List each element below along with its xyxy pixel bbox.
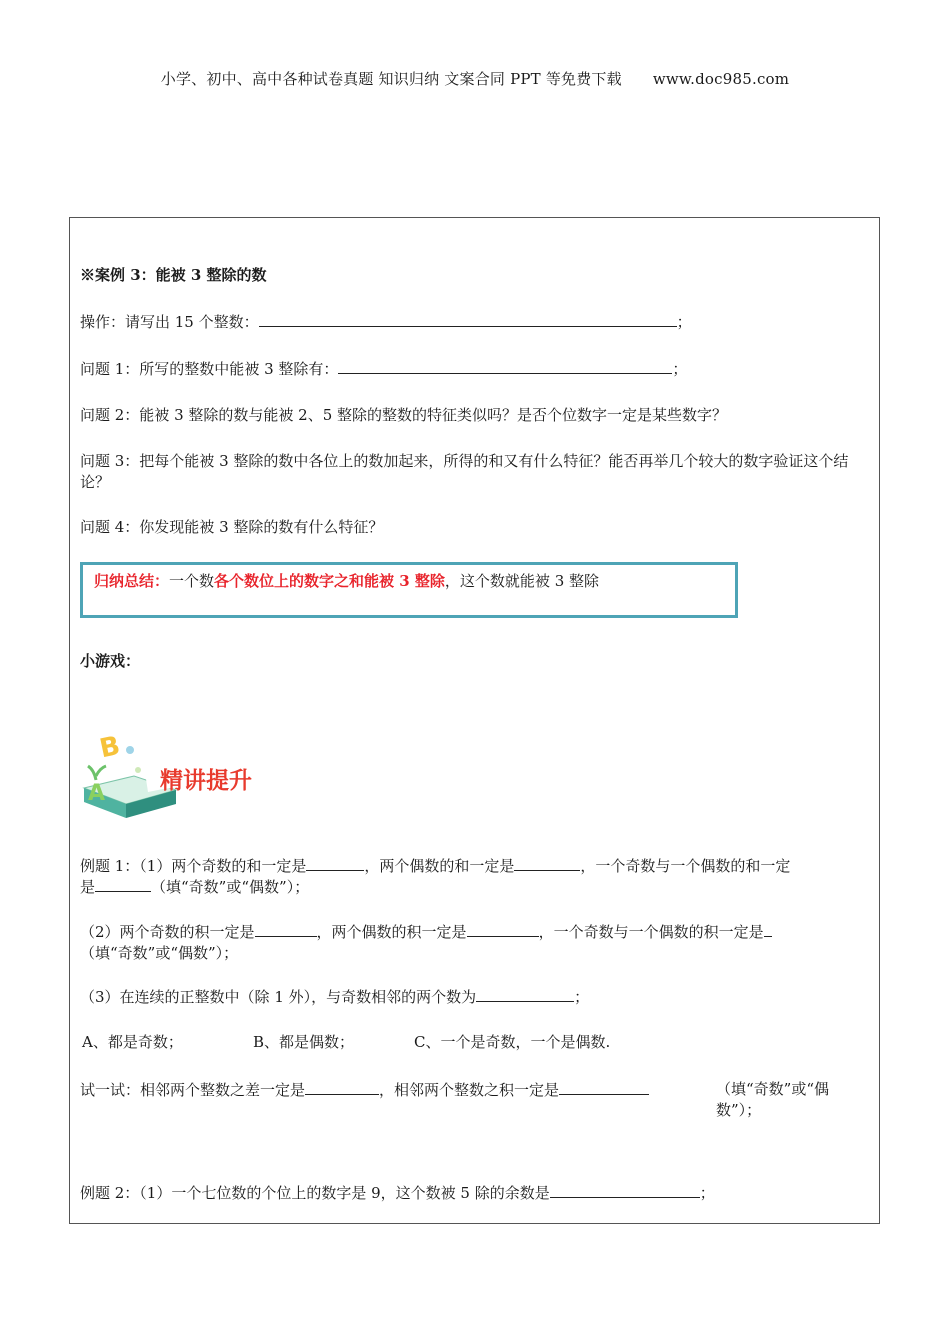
ex1-p1-a: 例题 1：（1）两个奇数的和一定是	[80, 857, 307, 875]
ex1-p2-c: ，一个奇数与一个偶数的积一定是	[538, 923, 764, 941]
ex1-p3-line	[80, 986, 589, 1007]
ex1-p3-b: ；	[574, 988, 590, 1006]
q1-blank[interactable]	[338, 359, 672, 374]
letter-b: B	[97, 730, 123, 765]
try-c: （填“奇数”或“偶数”）；	[716, 1080, 830, 1119]
q1-label: 问题 1：所写的整数中能被 3 整除有：	[80, 360, 339, 378]
ex2-line	[80, 1182, 715, 1203]
header-site[interactable]: www.doc985.com	[652, 70, 790, 88]
ex1-p1-b: ，两个偶数的和一定是	[364, 857, 515, 875]
ex1-blank-5[interactable]	[467, 922, 539, 937]
ex2-a: 例题 2：（1）一个七位数的个位上的数字是 9，这个数被 5 除的余数是	[80, 1184, 550, 1202]
q1-line	[80, 358, 687, 379]
ex1-p2-d: （填“奇数”或“偶数”）；	[80, 944, 239, 962]
ex1-blank-4[interactable]	[255, 922, 317, 937]
q1-end: ；	[672, 360, 688, 378]
q4-text: 问题 4：你发现能被 3 整除的数有什么特征？	[80, 518, 384, 536]
ex1-p2-a: （2）两个奇数的积一定是	[80, 923, 255, 941]
operation-end: ；	[676, 313, 692, 331]
summary-emphasis: 各个数位上的数字之和能被 3 整除	[214, 572, 445, 590]
operation-label: 操作：请写出 15 个整数：	[80, 313, 259, 331]
operation-line	[80, 311, 692, 332]
page-header	[0, 68, 950, 89]
ex1-p1-d: 是	[80, 878, 96, 896]
choice-a[interactable]: A、都是奇数；	[82, 1033, 183, 1051]
ex1-p1-line1	[80, 855, 790, 876]
summary-label: 归纳总结：	[94, 572, 170, 590]
summary-text	[94, 570, 599, 591]
q3-text: 问题 3：把每个能被 3 整除的数中各位上的数加起来，所得的和又有什么特征？能否再举几个较大的数字验证这个结论？	[80, 452, 849, 491]
try-b: ，相邻两个整数之积一定是	[379, 1081, 560, 1099]
jingjiang-tisheng-logo	[78, 730, 268, 822]
ex1-p1-c: ，一个奇数与一个偶数的和一定	[580, 857, 791, 875]
ex1-p3-a: （3）在连续的正整数中（除 1 外），与奇数相邻的两个数为	[80, 988, 477, 1006]
letter-a: A	[88, 781, 106, 806]
case3-title: ※案例 3：能被 3 整除的数	[80, 266, 267, 284]
ex2-blank[interactable]	[550, 1183, 700, 1198]
ex1-p1-e: （填“奇数”或“偶数”）；	[151, 878, 310, 896]
choice-b[interactable]: B、都是偶数；	[253, 1033, 355, 1051]
choice-c[interactable]: C、一个是奇数，一个是偶数.	[414, 1033, 611, 1051]
header-text: 小学、初中、高中各种试卷真题 知识归纳 文案合同 PPT 等免费下载	[160, 70, 622, 88]
ex1-blank-1[interactable]	[306, 856, 364, 871]
try-blank-2[interactable]	[559, 1080, 649, 1095]
try-line1	[80, 1079, 649, 1100]
sprout-icon	[88, 766, 106, 780]
q2-text: 问题 2：能被 3 整除的数与能被 2、5 整除的整数的特征类似吗？是否个位数字一定是某些数字？	[80, 406, 728, 424]
ex1-p2-line1	[80, 921, 772, 942]
try-a: 试一试：相邻两个整数之差一定是	[80, 1081, 306, 1099]
ex1-blank-3[interactable]	[95, 877, 151, 892]
ex2-b: ；	[699, 1184, 715, 1202]
ex1-p2-b: ，两个偶数的积一定是	[316, 923, 467, 941]
summary-box	[80, 562, 738, 618]
summary-part1: 一个数	[169, 572, 215, 590]
ex1-p1-line2	[80, 876, 309, 897]
summary-part2: ，这个数就能被 3 整除	[444, 572, 600, 590]
operation-blank[interactable]	[259, 312, 677, 327]
ex1-blank-2[interactable]	[514, 856, 580, 871]
ex1-blank-7[interactable]	[476, 987, 574, 1002]
game-title: 小游戏：	[80, 652, 141, 670]
logo-banner-text: 精讲提升	[160, 768, 252, 794]
ex1-blank-6[interactable]	[764, 922, 772, 937]
try-blank-1[interactable]	[305, 1080, 379, 1095]
